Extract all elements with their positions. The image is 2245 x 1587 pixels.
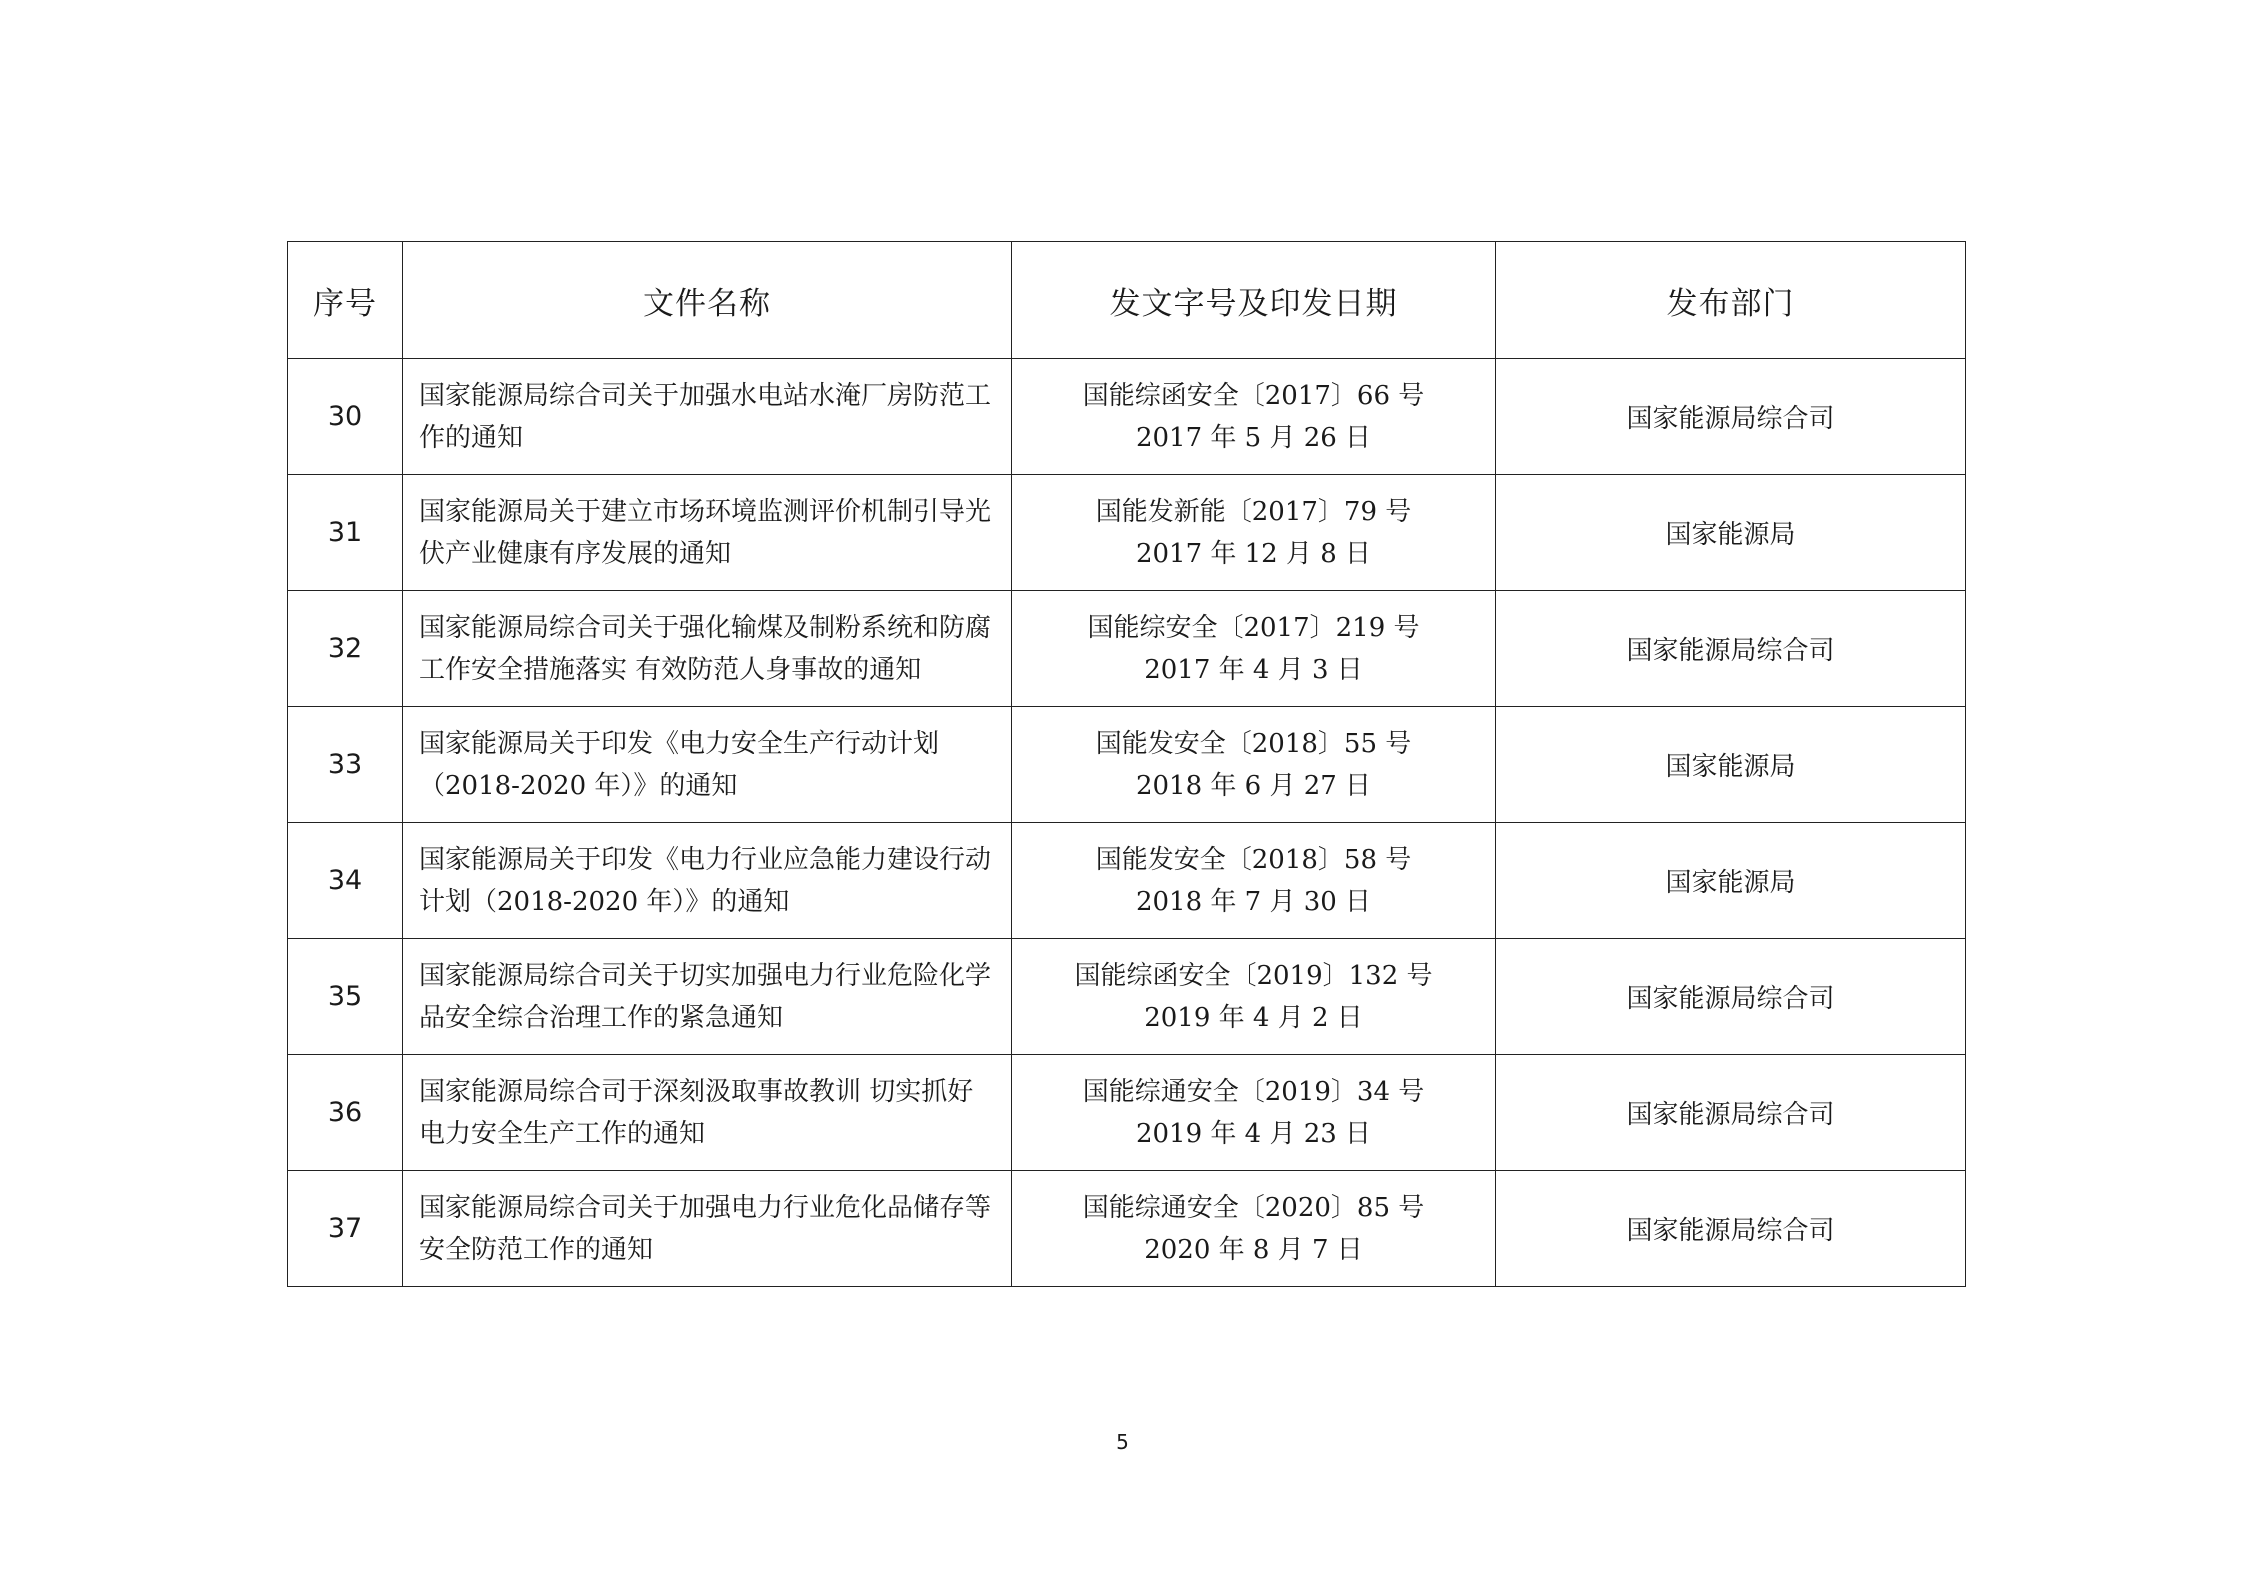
row-title (403, 823, 1012, 939)
header-seq: 序号 (288, 242, 403, 359)
header-dept: 发布部门 (1496, 242, 1966, 359)
row-docno-cell (1012, 1055, 1496, 1171)
row-docno-cell (1012, 591, 1496, 707)
row-docno-cell (1012, 359, 1496, 475)
row-docno: 国能综安全〔2017〕219 号 (1087, 612, 1420, 643)
row-title (403, 707, 1012, 823)
row-docno: 国能发安全〔2018〕58 号 (1095, 844, 1412, 875)
row-title (403, 1171, 1012, 1287)
row-dept: 国家能源局综合司 (1496, 1171, 1966, 1287)
row-date: 2017 年 4 月 3 日 (1144, 654, 1363, 685)
row-docno-cell (1012, 1171, 1496, 1287)
row-docno-cell (1012, 475, 1496, 591)
row-seq: 31 (288, 475, 403, 591)
row-seq: 34 (288, 823, 403, 939)
row-date: 2020 年 8 月 7 日 (1144, 1234, 1363, 1265)
row-date: 2018 年 7 月 30 日 (1135, 886, 1372, 917)
row-title (403, 591, 1012, 707)
document-table (287, 241, 1966, 1287)
row-docno: 国能综通安全〔2020〕85 号 (1082, 1192, 1425, 1223)
row-date: 2019 年 4 月 23 日 (1135, 1118, 1372, 1149)
row-dept: 国家能源局 (1496, 823, 1966, 939)
row-docno: 国能综通安全〔2019〕34 号 (1082, 1076, 1425, 1107)
row-docno-cell (1012, 939, 1496, 1055)
row-title-text: 国家能源局综合司关于加强水电站水淹厂房防范工作的通知 (419, 380, 992, 453)
row-title-text: 国家能源局关于建立市场环境监测评价机制引导光伏产业健康有序发展的通知 (419, 496, 992, 569)
row-date: 2018 年 6 月 27 日 (1135, 770, 1372, 801)
row-docno: 国能发新能〔2017〕79 号 (1095, 496, 1412, 527)
table-row (288, 823, 1966, 939)
header-title: 文件名称 (403, 242, 1012, 359)
row-title-text: 国家能源局综合司关于切实加强电力行业危险化学品安全综合治理工作的紧急通知 (419, 960, 992, 1033)
table-row (288, 475, 1966, 591)
row-title (403, 475, 1012, 591)
row-title-text: 国家能源局关于印发《电力行业应急能力建设行动计划（2018-2020 年）》的通知 (419, 844, 992, 917)
row-docno: 国能综函安全〔2019〕132 号 (1074, 960, 1433, 991)
row-title (403, 359, 1012, 475)
table-row (288, 707, 1966, 823)
row-title (403, 939, 1012, 1055)
row-seq: 33 (288, 707, 403, 823)
row-dept: 国家能源局综合司 (1496, 1055, 1966, 1171)
row-docno: 国能综函安全〔2017〕66 号 (1082, 380, 1425, 411)
row-title-text: 国家能源局综合司关于加强电力行业危化品储存等安全防范工作的通知 (419, 1192, 992, 1265)
table-header-row (288, 242, 1966, 359)
row-docno-cell (1012, 707, 1496, 823)
row-seq: 32 (288, 591, 403, 707)
row-dept: 国家能源局综合司 (1496, 939, 1966, 1055)
row-title (403, 1055, 1012, 1171)
row-dept: 国家能源局综合司 (1496, 359, 1966, 475)
row-title-text: 国家能源局关于印发《电力安全生产行动计划（2018-2020 年）》的通知 (419, 728, 940, 801)
row-date: 2017 年 12 月 8 日 (1135, 538, 1372, 569)
row-dept: 国家能源局 (1496, 475, 1966, 591)
table-row (288, 359, 1966, 475)
row-dept: 国家能源局综合司 (1496, 591, 1966, 707)
table-row (288, 591, 1966, 707)
row-date: 2017 年 5 月 26 日 (1135, 422, 1372, 453)
row-seq: 36 (288, 1055, 403, 1171)
table-row (288, 1055, 1966, 1171)
row-seq: 35 (288, 939, 403, 1055)
row-docno: 国能发安全〔2018〕55 号 (1095, 728, 1412, 759)
row-dept: 国家能源局 (1496, 707, 1966, 823)
row-title-text: 国家能源局综合司关于强化输煤及制粉系统和防腐工作安全措施落实 有效防范人身事故的通知 (419, 612, 992, 685)
row-seq: 37 (288, 1171, 403, 1287)
header-docno: 发文字号及印发日期 (1012, 242, 1496, 359)
table-row (288, 939, 1966, 1055)
table-row (288, 1171, 1966, 1287)
row-seq: 30 (288, 359, 403, 475)
row-date: 2019 年 4 月 2 日 (1144, 1002, 1363, 1033)
row-docno-cell (1012, 823, 1496, 939)
page-number: 5 (1116, 1430, 1129, 1454)
row-title-text: 国家能源局综合司于深刻汲取事故教训 切实抓好电力安全生产工作的通知 (419, 1076, 974, 1149)
